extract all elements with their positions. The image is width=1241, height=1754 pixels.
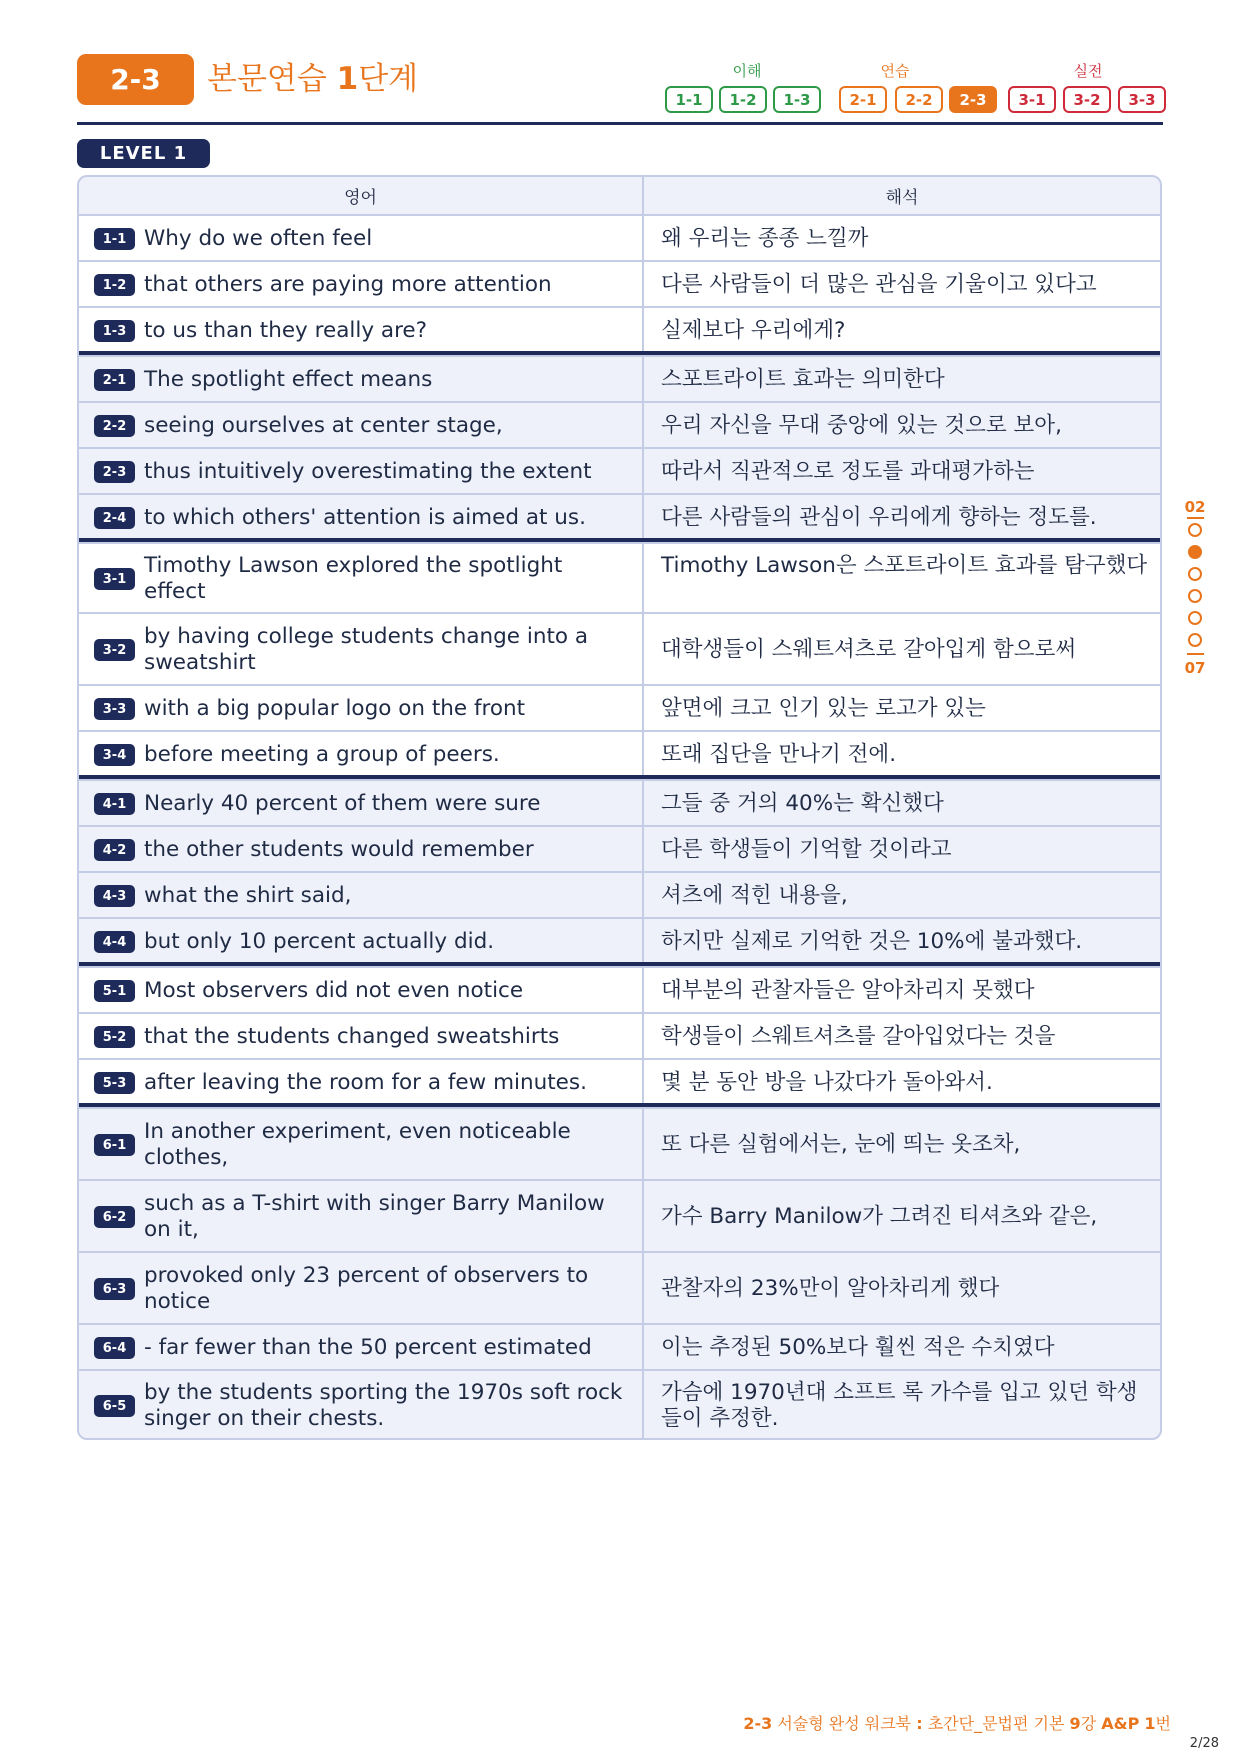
footer-text-2: 초간단_문법편 기본: [922, 1714, 1070, 1733]
korean-translation: 대학생들이 스웨트셔츠로 갈아입게 함으로써: [661, 637, 1077, 662]
group-label-actual: 실전: [1073, 62, 1103, 80]
sentence-number-badge: 2-2: [94, 415, 135, 437]
sentence-number-badge: 1-2: [94, 274, 135, 296]
english-cell: [79, 966, 642, 1012]
english-sentence: after leaving the room for a few minutes.: [144, 1070, 587, 1095]
sentence-number-badge: 4-3: [94, 885, 135, 907]
translation-cell: [644, 260, 1160, 306]
step-tab-3-1[interactable]: 3-1: [1008, 86, 1056, 113]
table-row: [79, 355, 1160, 401]
english-cell: [79, 612, 642, 684]
english-sentence: but only 10 percent actually did.: [144, 929, 495, 954]
page-number: 2/28: [1189, 1736, 1219, 1751]
english-sentence: that others are paying more attention: [144, 272, 552, 297]
step-tab-2-2[interactable]: 2-2: [895, 86, 943, 113]
sentence-number-badge: 4-2: [94, 839, 135, 861]
step-tab-3-3[interactable]: 3-3: [1118, 86, 1166, 113]
korean-translation: 가슴에 1970년대 소프트 록 가수를 입고 있던 학생들이 추정한.: [661, 1380, 1138, 1431]
table-row: [79, 493, 1160, 539]
english-sentence: what the shirt said,: [144, 883, 352, 908]
footer-text-3: 강: [1080, 1714, 1102, 1733]
english-cell: [79, 542, 642, 612]
english-cell: [79, 917, 642, 963]
translation-cell: [644, 1369, 1160, 1439]
korean-translation: 왜 우리는 종종 느낄까: [661, 226, 869, 251]
english-sentence: by the students sporting the 1970s soft rock singer on their chests.: [144, 1380, 623, 1431]
english-sentence: to us than they really are?: [144, 318, 428, 343]
table-row: [79, 306, 1160, 352]
translation-cell: [644, 612, 1160, 684]
progress-dot[interactable]: [1188, 589, 1202, 603]
sentence-number-badge: 1-3: [94, 320, 135, 342]
group-label-understand: 이해: [732, 62, 762, 80]
table-row: [79, 401, 1160, 447]
english-sentence: before meeting a group of peers.: [144, 742, 500, 767]
english-cell: [79, 730, 642, 776]
group-label-practice: 연습: [880, 62, 910, 80]
english-cell: [79, 355, 642, 401]
english-cell: [79, 779, 642, 825]
sentence-number-badge: 1-1: [94, 228, 135, 250]
sentence-number-badge: 2-3: [94, 461, 135, 483]
english-sentence: provoked only 23 percent of observers to notice: [144, 1263, 589, 1314]
page-title: [207, 57, 418, 101]
table-row: [79, 1251, 1160, 1323]
korean-translation: 학생들이 스웨트셔츠를 갈아입었다는 것을: [661, 1024, 1056, 1049]
table-row: [79, 825, 1160, 871]
korean-translation: 앞면에 크고 인기 있는 로고가 있는: [661, 696, 986, 721]
korean-translation: Timothy Lawson은 스포트라이트 효과를 탐구했다: [661, 553, 1148, 578]
korean-translation: 실제보다 우리에게?: [661, 318, 846, 343]
english-cell: [79, 684, 642, 730]
side-nav-rule-top: [1187, 517, 1204, 519]
progress-dot[interactable]: [1188, 611, 1202, 625]
footer-title: [743, 1711, 1171, 1734]
english-sentence: such as a T-shirt with singer Barry Manilow on it,: [144, 1191, 605, 1242]
english-cell: [79, 401, 642, 447]
english-cell: [79, 1251, 642, 1323]
progress-dot[interactable]: [1188, 523, 1202, 537]
table-row: [79, 542, 1160, 612]
footer-code: 2-3: [743, 1714, 773, 1733]
sentence-number-badge: 5-2: [94, 1026, 135, 1048]
english-cell: [79, 1179, 642, 1251]
translation-cell: [644, 684, 1160, 730]
progress-dot[interactable]: [1188, 567, 1202, 581]
korean-translation: 다른 학생들이 기억할 것이라고: [661, 837, 952, 862]
sentence-number-badge: 6-1: [94, 1134, 135, 1156]
progress-dot[interactable]: [1188, 633, 1202, 647]
korean-translation: 몇 분 동안 방을 나갔다가 돌아와서.: [661, 1070, 993, 1095]
sentence-number-badge: 3-3: [94, 698, 135, 720]
english-sentence: The spotlight effect means: [144, 367, 433, 392]
table-row: [79, 917, 1160, 963]
title-prefix: 본문연습: [207, 61, 337, 97]
english-sentence: Why do we often feel: [144, 226, 373, 251]
table-row: [79, 1179, 1160, 1251]
english-sentence: In another experiment, even noticeable clothes,: [144, 1119, 571, 1170]
header-divider: [77, 122, 1163, 125]
footer-text-1: 서술형 완성 워크북: [772, 1714, 917, 1733]
table-row: [79, 871, 1160, 917]
footer-colon: :: [916, 1714, 923, 1733]
korean-translation: 대부분의 관찰자들은 알아차리지 못했다: [661, 978, 1035, 1003]
translation-cell: [644, 1179, 1160, 1251]
english-sentence: Timothy Lawson explored the spotlight effect: [144, 553, 563, 604]
translation-cell: [644, 1012, 1160, 1058]
english-cell: [79, 260, 642, 306]
footer-text-5: 번: [1155, 1714, 1171, 1733]
translation-cell: [644, 447, 1160, 493]
table-row: [79, 1107, 1160, 1179]
english-sentence: to which others' attention is aimed at us.: [144, 505, 586, 530]
translation-cell: [644, 871, 1160, 917]
side-nav-start: 02: [1184, 498, 1206, 516]
english-cell: [79, 1369, 642, 1439]
progress-dot-active[interactable]: [1188, 545, 1202, 559]
sentence-number-badge: 3-4: [94, 744, 135, 766]
step-tab-1-2[interactable]: 1-2: [719, 86, 767, 113]
step-navigation: [665, 60, 1169, 116]
sentence-number-badge: 6-5: [94, 1395, 135, 1417]
translation-cell: [644, 355, 1160, 401]
sentence-number-badge: 6-4: [94, 1337, 135, 1359]
sentence-number-badge: 6-3: [94, 1278, 135, 1300]
sentence-number-badge: 2-1: [94, 369, 135, 391]
table-row: [79, 1323, 1160, 1369]
sentence-number-badge: 4-1: [94, 793, 135, 815]
english-cell: [79, 1107, 642, 1179]
step-tab-2-1[interactable]: 2-1: [839, 86, 887, 113]
translation-table: [77, 175, 1162, 1440]
english-cell: [79, 214, 642, 260]
step-tab-3-2[interactable]: 3-2: [1063, 86, 1111, 113]
table-row: [79, 612, 1160, 684]
table-row: [79, 1369, 1160, 1439]
korean-translation: 스포트라이트 효과는 의미한다: [661, 367, 945, 392]
sentence-number-badge: 5-3: [94, 1072, 135, 1094]
english-sentence: with a big popular logo on the front: [144, 696, 526, 721]
translation-cell: [644, 214, 1160, 260]
korean-translation: 셔츠에 적힌 내용을,: [661, 883, 848, 908]
english-cell: [79, 493, 642, 539]
english-sentence: Most observers did not even notice: [144, 978, 524, 1003]
sentence-number-badge: 4-4: [94, 931, 135, 953]
translation-cell: [644, 825, 1160, 871]
korean-translation: 따라서 직관적으로 정도를 과대평가하는: [661, 459, 1035, 484]
english-sentence: by having college students change into a sweatshirt: [144, 624, 589, 675]
step-tab-1-3[interactable]: 1-3: [773, 86, 821, 113]
korean-translation: 다른 사람들이 더 많은 관심을 기울이고 있다고: [661, 272, 1097, 297]
table-row: [79, 1058, 1160, 1104]
english-sentence: thus intuitively overestimating the extent: [144, 459, 592, 484]
translation-cell: [644, 1251, 1160, 1323]
translation-cell: [644, 1058, 1160, 1104]
translation-cell: [644, 917, 1160, 963]
side-nav-end: 07: [1184, 659, 1206, 677]
step-tab-1-1[interactable]: 1-1: [665, 86, 713, 113]
side-nav-rule-bottom: [1187, 653, 1204, 655]
table-row: [79, 1012, 1160, 1058]
korean-translation: 그들 중 거의 40%는 확신했다: [661, 791, 944, 816]
english-cell: [79, 447, 642, 493]
title-step-number: 1: [336, 61, 359, 97]
sentence-number-badge: 3-1: [94, 568, 135, 590]
sentence-number-badge: 3-2: [94, 639, 135, 661]
korean-translation: 관찰자의 23%만이 알아차리게 했다: [661, 1276, 1000, 1301]
sentence-number-badge: 5-1: [94, 980, 135, 1002]
korean-translation: 또 다른 실험에서는, 눈에 띄는 옷조차,: [661, 1132, 1021, 1157]
table-row: [79, 730, 1160, 776]
korean-translation: 우리 자신을 무대 중앙에 있는 것으로 보아,: [661, 413, 1062, 438]
english-cell: [79, 871, 642, 917]
english-cell: [79, 1323, 642, 1369]
english-sentence: that the students changed sweatshirts: [144, 1024, 560, 1049]
korean-translation: 다른 사람들의 관심이 우리에게 향하는 정도를.: [661, 505, 1097, 530]
step-tab-2-3[interactable]: 2-3: [949, 86, 997, 113]
translation-cell: [644, 493, 1160, 539]
level-badge: LEVEL 1: [77, 139, 210, 168]
english-sentence: seeing ourselves at center stage,: [144, 413, 503, 438]
translation-cell: [644, 1323, 1160, 1369]
table-row: [79, 779, 1160, 825]
translation-cell: [644, 542, 1160, 612]
english-sentence: the other students would remember: [144, 837, 534, 862]
korean-translation: 이는 추정된 50%보다 훨씬 적은 수치였다: [661, 1335, 1055, 1360]
translation-cell: [644, 730, 1160, 776]
english-cell: [79, 306, 642, 352]
translation-cell: [644, 306, 1160, 352]
translation-cell: [644, 966, 1160, 1012]
english-sentence: - far fewer than the 50 percent estimated: [144, 1335, 592, 1360]
column-header-translation: 해석: [885, 188, 919, 208]
english-cell: [79, 1058, 642, 1104]
translation-cell: [644, 779, 1160, 825]
footer-lesson-number: 9: [1069, 1714, 1081, 1733]
sentence-number-badge: 2-4: [94, 507, 135, 529]
korean-translation: 또래 집단을 만나기 전에.: [661, 742, 897, 767]
table-row: [79, 684, 1160, 730]
column-header-english: 영어: [344, 188, 377, 208]
footer-ap: A&P: [1101, 1714, 1140, 1733]
english-cell: [79, 825, 642, 871]
translation-cell: [644, 1107, 1160, 1179]
korean-translation: 하지만 실제로 기억한 것은 10%에 불과했다.: [661, 929, 1083, 954]
footer-item-number: 1: [1144, 1714, 1156, 1733]
english-sentence: Nearly 40 percent of them were sure: [144, 791, 541, 816]
table-row: [79, 966, 1160, 1012]
table-row: [79, 214, 1160, 260]
korean-translation: 가수 Barry Manilow가 그려진 티셔츠와 같은,: [661, 1204, 1098, 1229]
title-suffix: 단계: [358, 61, 419, 97]
sentence-number-badge: 6-2: [94, 1206, 135, 1228]
table-row: [79, 447, 1160, 493]
translation-cell: [644, 401, 1160, 447]
english-cell: [79, 1012, 642, 1058]
section-badge: 2-3: [77, 54, 194, 105]
table-row: [79, 260, 1160, 306]
side-progress-nav: [1180, 498, 1210, 677]
